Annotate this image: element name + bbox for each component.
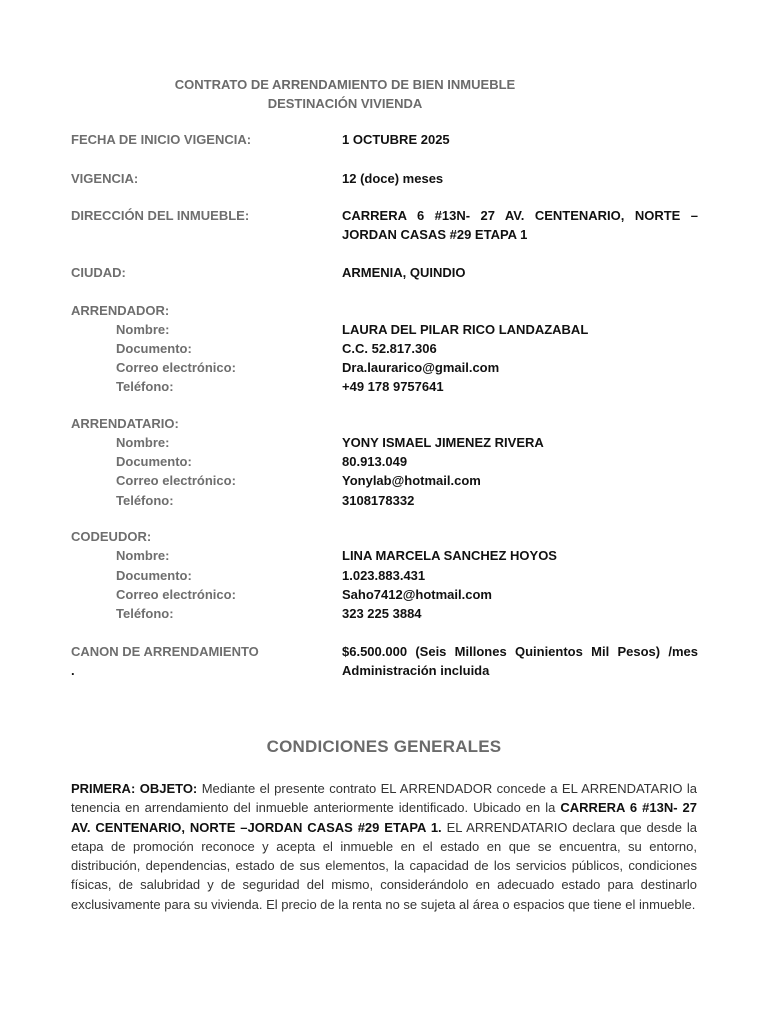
landlord-name: LAURA DEL PILAR RICO LANDAZABAL — [342, 322, 589, 337]
clause-first-text-b: EL ARRENDATARIO declara que desde la etapa de promoción reconoce y acepta el inmueble en el estado en que se encuentra, su entorno, distribución, dependencias, estado de sus elementos, la capacidad de los servicios públicos, condiciones físicas, de salubridad y de seguridad del mismo, considerándolo en adecuado estado para destinarlo exclusivamente para su vivienda. El precio de la renta no se sujeta al área o espacios que tiene el inmueble. — [71, 819, 697, 912]
cosigner-document-label: Documento: — [116, 568, 192, 583]
rent-note: Administración incluida — [342, 663, 490, 678]
cosigner-phone-label: Teléfono: — [116, 606, 174, 621]
term-value: 12 (doce) meses — [342, 171, 444, 186]
address-value: CARRERA 6 #13N- 27 AV. CENTENARIO, NORTE – JORDAN CASAS #29 ETAPA 1 — [342, 208, 698, 242]
landlord-phone-label: Teléfono: — [116, 379, 174, 394]
document-title: CONTRATO DE ARRENDAMIENTO DE BIEN INMUEBLE — [174, 77, 516, 92]
clause-first — [71, 779, 697, 914]
clause-first-heading: PRIMERA: OBJETO: — [71, 781, 198, 796]
document-subtitle: DESTINACIÓN VIVIENDA — [267, 96, 423, 111]
landlord-phone: +49 178 9757641 — [342, 379, 444, 394]
tenant-name-label: Nombre: — [116, 435, 170, 450]
term-label: VIGENCIA: — [71, 171, 139, 186]
tenant-phone: 3108178332 — [342, 493, 415, 508]
cosigner-heading: CODEUDOR: — [71, 529, 152, 544]
cosigner-email: Saho7412@hotmail.com — [342, 587, 492, 602]
landlord-document: C.C. 52.817.306 — [342, 341, 437, 356]
cosigner-phone: 323 225 3884 — [342, 606, 422, 621]
cosigner-name: LINA MARCELA SANCHEZ HOYOS — [342, 548, 557, 563]
landlord-document-label: Documento: — [116, 341, 192, 356]
rent-label: CANON DE ARRENDAMIENTO — [71, 644, 259, 659]
landlord-email-label: Correo electrónico: — [116, 360, 236, 375]
cosigner-document: 1.023.883.431 — [342, 568, 426, 583]
rent-label-dot: . — [71, 663, 75, 678]
clause-first-address: CARRERA 6 #13N- 27 AV. CENTENARIO, NORTE –JORDAN CASAS #29 ETAPA 1. — [71, 800, 697, 835]
section-title: CONDICIONES GENERALES — [266, 737, 502, 756]
cosigner-name-label: Nombre: — [116, 548, 170, 563]
start-date-label: FECHA DE INICIO VIGENCIA: — [71, 132, 252, 147]
tenant-name: YONY ISMAEL JIMENEZ RIVERA — [342, 435, 544, 450]
tenant-email: Yonylab@hotmail.com — [342, 473, 481, 488]
tenant-heading: ARRENDATARIO: — [71, 416, 179, 431]
city-label: CIUDAD: — [71, 265, 126, 280]
cosigner-email-label: Correo electrónico: — [116, 587, 236, 602]
city-value: ARMENIA, QUINDIO — [342, 265, 466, 280]
tenant-email-label: Correo electrónico: — [116, 473, 236, 488]
tenant-phone-label: Teléfono: — [116, 493, 174, 508]
tenant-document: 80.913.049 — [342, 454, 408, 469]
clause-first-text-a: Mediante el presente contrato EL ARRENDADOR concede a EL ARRENDATARIO la tenencia en arrendamiento del inmueble anteriormente identificado. Ubicado en la — [71, 781, 697, 816]
landlord-email: Dra.laurarico@gmail.com — [342, 360, 500, 375]
rent-value: $6.500.000 (Seis Millones Quinientos Mil Pesos) /mes — [342, 644, 698, 659]
start-date-value: 1 OCTUBRE 2025 — [342, 132, 450, 147]
landlord-heading: ARRENDADOR: — [71, 303, 170, 318]
address-label: DIRECCIÓN DEL INMUEBLE: — [71, 208, 250, 223]
tenant-document-label: Documento: — [116, 454, 192, 469]
landlord-name-label: Nombre: — [116, 322, 170, 337]
